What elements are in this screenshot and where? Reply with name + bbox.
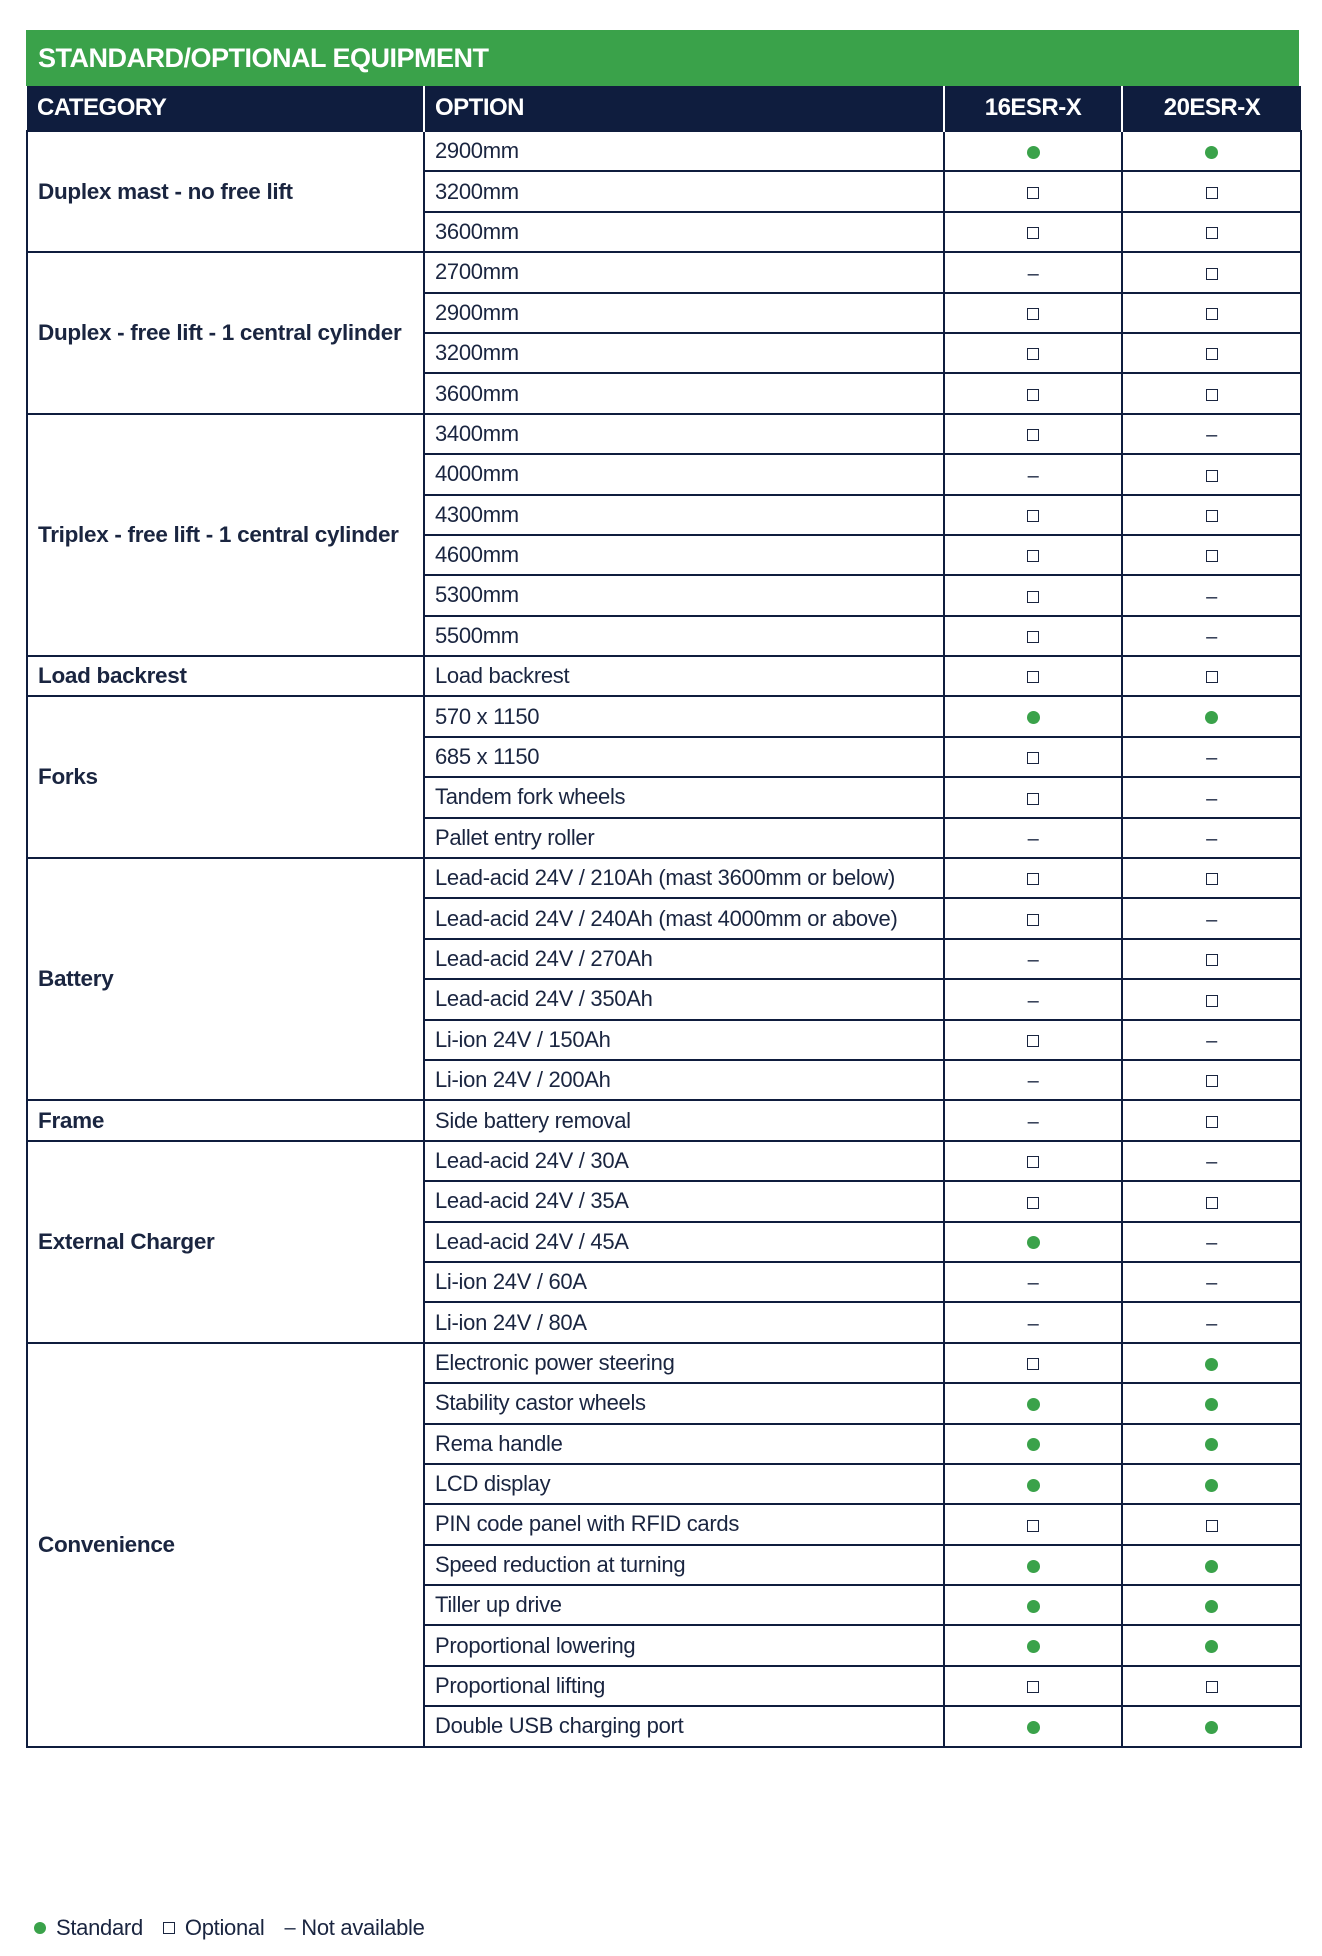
standard-dot-icon — [1205, 1398, 1218, 1411]
standard-dot-icon — [1205, 1640, 1218, 1653]
option-cell: Rema handle — [424, 1424, 944, 1464]
not-available-dash-icon: – — [1206, 585, 1217, 608]
optional-square-icon — [1206, 1520, 1218, 1532]
not-available-dash-icon: – — [1027, 989, 1039, 1012]
availability-cell — [1122, 1343, 1301, 1383]
availability-cell — [944, 1464, 1122, 1504]
optional-square-icon — [1027, 187, 1039, 199]
availability-cell — [1122, 333, 1301, 373]
availability-cell — [1122, 373, 1301, 413]
option-cell: Tandem fork wheels — [424, 777, 944, 817]
category-cell: Duplex - free lift - 1 central cylinder — [27, 252, 424, 414]
optional-square-icon — [1027, 671, 1039, 683]
optional-square-icon — [1027, 914, 1039, 926]
optional-square-icon — [1206, 187, 1218, 199]
availability-cell — [944, 1706, 1122, 1746]
optional-square-icon — [1027, 510, 1039, 522]
category-cell: Convenience — [27, 1343, 424, 1747]
optional-square-icon — [1206, 510, 1218, 522]
availability-cell — [1122, 858, 1301, 898]
availability-cell — [1122, 616, 1301, 656]
standard-dot-icon — [1027, 1560, 1040, 1573]
availability-cell — [944, 818, 1122, 858]
availability-cell — [944, 1343, 1122, 1383]
not-available-dash-icon: – — [1206, 1151, 1217, 1174]
option-cell: 570 x 1150 — [424, 696, 944, 736]
availability-cell — [944, 495, 1122, 535]
availability-cell — [1122, 575, 1301, 615]
option-cell: 4600mm — [424, 535, 944, 575]
standard-dot-icon — [1027, 1721, 1040, 1734]
availability-cell — [1122, 1504, 1301, 1544]
availability-cell — [1122, 1181, 1301, 1221]
optional-square-icon — [1027, 1681, 1039, 1693]
optional-square-icon — [1206, 470, 1218, 482]
standard-dot-icon — [1027, 1438, 1040, 1451]
standard-dot-icon — [1027, 1479, 1040, 1492]
availability-cell — [944, 171, 1122, 211]
availability-cell — [944, 1100, 1122, 1140]
category-cell: Load backrest — [27, 656, 424, 696]
option-cell: 3400mm — [424, 414, 944, 454]
option-cell: 3600mm — [424, 212, 944, 252]
availability-cell — [1122, 737, 1301, 777]
option-cell: Tiller up drive — [424, 1585, 944, 1625]
not-available-dash-icon: – — [1206, 908, 1217, 931]
standard-dot-icon — [1205, 1721, 1218, 1734]
optional-square-icon — [1027, 1035, 1039, 1047]
not-available-dash-icon: – — [1027, 464, 1039, 487]
availability-cell — [944, 1181, 1122, 1221]
not-available-dash-icon: – — [1027, 262, 1039, 285]
availability-cell — [1122, 1666, 1301, 1706]
availability-cell — [1122, 1222, 1301, 1262]
option-cell: Pallet entry roller — [424, 818, 944, 858]
optional-square-icon — [1206, 1197, 1218, 1209]
table-row — [27, 1100, 1301, 1140]
equipment-table — [26, 86, 1302, 1748]
availability-cell — [944, 1504, 1122, 1544]
optional-square-icon — [1206, 268, 1218, 280]
option-cell: Li-ion 24V / 80A — [424, 1302, 944, 1342]
option-cell: Lead-acid 24V / 270Ah — [424, 939, 944, 979]
legend-na-label: Not available — [301, 1915, 425, 1940]
optional-square-icon — [1027, 550, 1039, 562]
category-cell: Duplex mast - no free lift — [27, 131, 424, 252]
availability-cell — [944, 696, 1122, 736]
availability-cell — [944, 575, 1122, 615]
availability-cell — [1122, 656, 1301, 696]
legend-optional-label: Optional — [184, 1915, 265, 1940]
availability-cell — [944, 656, 1122, 696]
availability-cell — [944, 1383, 1122, 1423]
table-row — [27, 1343, 1301, 1383]
standard-dot-icon — [1205, 1479, 1218, 1492]
availability-cell — [1122, 1100, 1301, 1140]
column-header-option: OPTION — [424, 86, 944, 131]
availability-cell — [944, 898, 1122, 938]
availability-cell — [1122, 1545, 1301, 1585]
availability-cell — [1122, 1585, 1301, 1625]
option-cell: LCD display — [424, 1464, 944, 1504]
option-cell: Proportional lifting — [424, 1666, 944, 1706]
standard-dot-icon — [1205, 1358, 1218, 1371]
availability-cell — [944, 737, 1122, 777]
optional-square-icon — [1027, 227, 1039, 239]
table-row — [27, 696, 1301, 736]
table-body — [27, 131, 1301, 1747]
standard-dot-icon — [1027, 1236, 1040, 1249]
option-cell: 685 x 1150 — [424, 737, 944, 777]
option-cell: Li-ion 24V / 200Ah — [424, 1060, 944, 1100]
availability-cell — [1122, 979, 1301, 1019]
optional-square-icon — [1027, 308, 1039, 320]
option-cell: Li-ion 24V / 60A — [424, 1262, 944, 1302]
availability-cell — [1122, 212, 1301, 252]
standard-dot-icon — [1027, 146, 1040, 159]
table-row — [27, 858, 1301, 898]
availability-cell — [944, 1262, 1122, 1302]
option-cell: Lead-acid 24V / 35A — [424, 1181, 944, 1221]
optional-square-icon — [1027, 873, 1039, 885]
option-cell: 4000mm — [424, 454, 944, 494]
availability-cell — [944, 414, 1122, 454]
availability-cell — [1122, 1706, 1301, 1746]
availability-cell — [944, 1585, 1122, 1625]
option-cell: 5300mm — [424, 575, 944, 615]
category-cell: Battery — [27, 858, 424, 1100]
availability-cell — [1122, 1302, 1301, 1342]
not-available-dash-icon: – — [1206, 747, 1217, 770]
standard-dot-icon — [1027, 1398, 1040, 1411]
standard-dot-icon — [1027, 1640, 1040, 1653]
availability-cell — [944, 1545, 1122, 1585]
availability-cell — [944, 1302, 1122, 1342]
availability-cell — [1122, 777, 1301, 817]
not-available-dash-icon: – — [1206, 424, 1217, 447]
optional-square-icon — [1206, 308, 1218, 320]
option-cell: PIN code panel with RFID cards — [424, 1504, 944, 1544]
availability-cell — [1122, 495, 1301, 535]
availability-cell — [1122, 1020, 1301, 1060]
standard-dot-icon — [1205, 1438, 1218, 1451]
optional-square-icon — [1206, 1075, 1218, 1087]
availability-cell — [944, 1625, 1122, 1665]
availability-cell — [1122, 293, 1301, 333]
option-cell: Electronic power steering — [424, 1343, 944, 1383]
optional-square-icon — [1027, 1156, 1039, 1168]
option-cell: Lead-acid 24V / 350Ah — [424, 979, 944, 1019]
column-header-category: CATEGORY — [27, 86, 424, 131]
availability-cell — [944, 1666, 1122, 1706]
standard-dot-icon — [1205, 1600, 1218, 1613]
column-header-20esr-x: 20ESR-X — [1122, 86, 1301, 131]
option-cell: 2700mm — [424, 252, 944, 292]
not-available-dash-icon: – — [1027, 1312, 1039, 1335]
optional-square-icon — [1027, 348, 1039, 360]
option-cell: 2900mm — [424, 131, 944, 171]
standard-dot-icon — [34, 1922, 46, 1934]
availability-cell — [1122, 696, 1301, 736]
optional-square-icon — [1027, 1197, 1039, 1209]
optional-square-icon — [1027, 389, 1039, 401]
option-cell: Load backrest — [424, 656, 944, 696]
availability-cell — [944, 939, 1122, 979]
availability-cell — [944, 252, 1122, 292]
not-available-dash-icon: – — [1206, 787, 1217, 810]
optional-square-icon — [1027, 793, 1039, 805]
category-cell: Frame — [27, 1100, 424, 1140]
standard-dot-icon — [1205, 146, 1218, 159]
availability-cell — [1122, 252, 1301, 292]
not-available-dash-icon: – — [1206, 1312, 1217, 1335]
availability-cell — [944, 454, 1122, 494]
availability-cell — [944, 1424, 1122, 1464]
option-cell: Double USB charging port — [424, 1706, 944, 1746]
option-cell: 2900mm — [424, 293, 944, 333]
optional-square-icon — [1206, 550, 1218, 562]
optional-square-icon — [1027, 1520, 1039, 1532]
availability-cell — [944, 535, 1122, 575]
standard-dot-icon — [1027, 1600, 1040, 1613]
availability-cell — [1122, 1464, 1301, 1504]
optional-square-icon — [1206, 1681, 1218, 1693]
optional-square-icon — [1027, 631, 1039, 643]
availability-cell — [944, 858, 1122, 898]
category-cell: Forks — [27, 696, 424, 858]
availability-cell — [944, 1020, 1122, 1060]
availability-cell — [944, 333, 1122, 373]
availability-cell — [1122, 1625, 1301, 1665]
option-cell: Lead-acid 24V / 210Ah (mast 3600mm or below) — [424, 858, 944, 898]
not-available-dash-icon: – — [1027, 1070, 1039, 1093]
not-available-dash-icon: – — [1206, 828, 1217, 851]
legend-standard — [34, 1915, 143, 1941]
column-header-16esr-x: 16ESR-X — [944, 86, 1122, 131]
availability-cell — [944, 777, 1122, 817]
availability-cell — [944, 616, 1122, 656]
not-available-dash-icon: – — [284, 1917, 296, 1939]
availability-cell — [944, 1060, 1122, 1100]
option-cell: Speed reduction at turning — [424, 1545, 944, 1585]
table-row — [27, 414, 1301, 454]
option-cell: 3600mm — [424, 373, 944, 413]
availability-cell — [1122, 171, 1301, 211]
not-available-dash-icon: – — [1206, 1029, 1217, 1052]
not-available-dash-icon: – — [1027, 1272, 1039, 1295]
availability-cell — [1122, 939, 1301, 979]
optional-square-icon — [1027, 1358, 1039, 1370]
availability-cell — [944, 373, 1122, 413]
option-cell: Lead-acid 24V / 30A — [424, 1141, 944, 1181]
availability-cell — [1122, 535, 1301, 575]
availability-cell — [1122, 1060, 1301, 1100]
standard-dot-icon — [1205, 711, 1218, 724]
table-row — [27, 656, 1301, 696]
option-cell: 5500mm — [424, 616, 944, 656]
option-cell: Lead-acid 24V / 45A — [424, 1222, 944, 1262]
availability-cell — [1122, 1424, 1301, 1464]
availability-cell — [944, 1222, 1122, 1262]
availability-cell — [944, 979, 1122, 1019]
option-cell: Lead-acid 24V / 240Ah (mast 4000mm or above) — [424, 898, 944, 938]
availability-cell — [944, 212, 1122, 252]
standard-dot-icon — [1027, 711, 1040, 724]
legend-na — [284, 1915, 424, 1941]
availability-cell — [1122, 454, 1301, 494]
legend-optional — [163, 1915, 265, 1941]
table-title: STANDARD/OPTIONAL EQUIPMENT — [26, 30, 1299, 86]
option-cell: 4300mm — [424, 495, 944, 535]
not-available-dash-icon: – — [1027, 828, 1039, 851]
optional-square-icon — [1206, 348, 1218, 360]
table-row — [27, 131, 1301, 171]
option-cell: Side battery removal — [424, 1100, 944, 1140]
optional-square-icon — [1206, 389, 1218, 401]
option-cell: 3200mm — [424, 171, 944, 211]
availability-cell — [1122, 131, 1301, 171]
option-cell: 3200mm — [424, 333, 944, 373]
availability-cell — [1122, 1383, 1301, 1423]
optional-square-icon — [1206, 671, 1218, 683]
not-available-dash-icon: – — [1206, 1231, 1217, 1254]
optional-square-icon — [1206, 1116, 1218, 1128]
not-available-dash-icon: – — [1027, 949, 1039, 972]
table-row — [27, 252, 1301, 292]
availability-cell — [1122, 898, 1301, 938]
not-available-dash-icon: – — [1206, 626, 1217, 649]
optional-square-icon — [163, 1922, 175, 1934]
availability-cell — [1122, 1141, 1301, 1181]
option-cell: Li-ion 24V / 150Ah — [424, 1020, 944, 1060]
optional-square-icon — [1027, 591, 1039, 603]
availability-cell — [944, 131, 1122, 171]
optional-square-icon — [1206, 995, 1218, 1007]
legend-standard-label: Standard — [56, 1915, 143, 1940]
availability-cell — [1122, 1262, 1301, 1302]
availability-cell — [1122, 818, 1301, 858]
category-cell: Triplex - free lift - 1 central cylinder — [27, 414, 424, 656]
optional-square-icon — [1206, 873, 1218, 885]
table-row — [27, 1141, 1301, 1181]
header-row — [27, 86, 1301, 131]
availability-cell — [1122, 414, 1301, 454]
standard-dot-icon — [1205, 1560, 1218, 1573]
optional-square-icon — [1206, 954, 1218, 966]
availability-cell — [944, 293, 1122, 333]
availability-cell — [944, 1141, 1122, 1181]
option-cell: Stability castor wheels — [424, 1383, 944, 1423]
optional-square-icon — [1027, 752, 1039, 764]
optional-square-icon — [1206, 227, 1218, 239]
legend — [34, 1913, 445, 1943]
not-available-dash-icon: – — [1206, 1272, 1217, 1295]
not-available-dash-icon: – — [1027, 1110, 1039, 1133]
option-cell: Proportional lowering — [424, 1625, 944, 1665]
optional-square-icon — [1027, 429, 1039, 441]
category-cell: External Charger — [27, 1141, 424, 1343]
